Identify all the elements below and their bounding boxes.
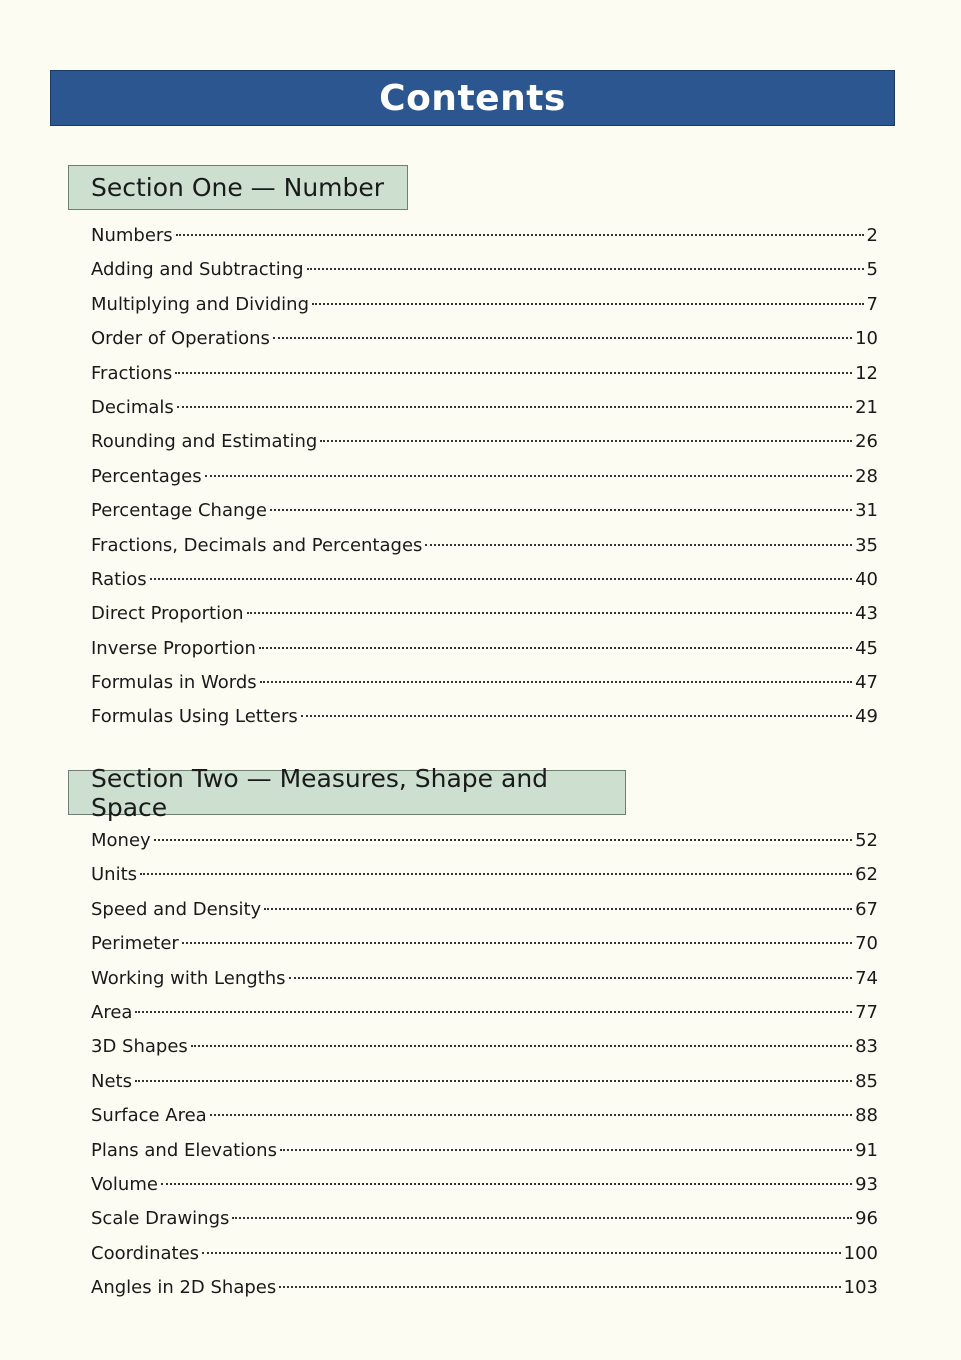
dot-leader bbox=[205, 475, 852, 477]
toc-entry-title: Multiplying and Dividing bbox=[91, 293, 309, 315]
toc-entry-page-number: 62 bbox=[855, 864, 878, 886]
toc-entry-title: Coordinates bbox=[91, 1242, 200, 1264]
dot-leader bbox=[270, 509, 852, 511]
dot-leader bbox=[280, 1149, 852, 1151]
dot-leader bbox=[135, 1080, 852, 1082]
toc-entry-page-number: 93 bbox=[855, 1173, 878, 1195]
toc-entry-title: Volume bbox=[91, 1173, 158, 1195]
toc-entry-title: Fractions, Decimals and Percentages bbox=[91, 534, 423, 556]
toc-entry[interactable] bbox=[91, 824, 878, 858]
toc-entry-title: Rounding and Estimating bbox=[91, 431, 318, 453]
toc-entry-page-number: 103 bbox=[843, 1277, 878, 1299]
dot-leader bbox=[264, 908, 852, 910]
toc-entry-page-number: 88 bbox=[855, 1105, 878, 1127]
toc-entry-title: Area bbox=[91, 1001, 133, 1023]
toc-entry-title: Scale Drawings bbox=[91, 1208, 230, 1230]
toc-entry[interactable] bbox=[91, 1271, 878, 1305]
toc-entry-page-number: 74 bbox=[855, 967, 878, 989]
dot-leader bbox=[210, 1114, 852, 1116]
toc-entry-title: Decimals bbox=[91, 396, 174, 418]
toc-entry-title: Formulas Using Letters bbox=[91, 706, 298, 728]
toc-entry-page-number: 83 bbox=[855, 1036, 878, 1058]
toc-entry[interactable] bbox=[91, 597, 878, 631]
toc-entry-page-number: 26 bbox=[855, 431, 878, 453]
toc-entry[interactable] bbox=[91, 253, 878, 287]
dot-leader bbox=[177, 406, 852, 408]
toc-entry-page-number: 45 bbox=[855, 637, 878, 659]
toc-entry-page-number: 52 bbox=[855, 830, 878, 851]
toc-entry-title: Order of Operations bbox=[91, 328, 270, 350]
toc-entry-title: Money bbox=[91, 830, 151, 851]
dot-leader bbox=[307, 268, 864, 270]
toc-entry-page-number: 31 bbox=[855, 500, 878, 522]
dot-leader bbox=[175, 372, 852, 374]
toc-entry[interactable] bbox=[91, 529, 878, 563]
toc-entry-title: Speed and Density bbox=[91, 898, 262, 920]
toc-entry-title: Percentages bbox=[91, 465, 202, 487]
toc-entry[interactable] bbox=[91, 425, 878, 459]
toc-entry-title: Percentage Change bbox=[91, 500, 267, 522]
section-heading-label: Section One — Number bbox=[91, 173, 385, 202]
toc-entry-title: Direct Proportion bbox=[91, 603, 244, 625]
toc-entry-title: Surface Area bbox=[91, 1105, 207, 1127]
toc-entry[interactable] bbox=[91, 1099, 878, 1133]
dot-leader bbox=[320, 440, 852, 442]
section-one-toc-list bbox=[91, 219, 878, 735]
dot-leader bbox=[289, 977, 853, 979]
toc-entry[interactable] bbox=[91, 632, 878, 666]
dot-leader bbox=[182, 942, 852, 944]
toc-entry[interactable] bbox=[91, 927, 878, 961]
toc-entry[interactable] bbox=[91, 1134, 878, 1168]
toc-entry[interactable] bbox=[91, 1065, 878, 1099]
dot-leader bbox=[202, 1252, 841, 1254]
dot-leader bbox=[247, 612, 853, 614]
toc-entry-page-number: 12 bbox=[855, 362, 878, 384]
toc-entry[interactable] bbox=[91, 893, 878, 927]
toc-entry-page-number: 2 bbox=[866, 225, 878, 246]
toc-entry[interactable] bbox=[91, 858, 878, 892]
toc-entry-page-number: 77 bbox=[855, 1001, 878, 1023]
dot-leader bbox=[135, 1011, 852, 1013]
toc-entry-title: Plans and Elevations bbox=[91, 1139, 277, 1161]
toc-entry-page-number: 47 bbox=[855, 672, 878, 694]
toc-entry[interactable] bbox=[91, 494, 878, 528]
toc-entry[interactable] bbox=[91, 322, 878, 356]
dot-leader bbox=[273, 337, 852, 339]
toc-entry[interactable] bbox=[91, 391, 878, 425]
toc-entry-title: Inverse Proportion bbox=[91, 637, 256, 659]
dot-leader bbox=[260, 681, 852, 683]
toc-entry[interactable] bbox=[91, 357, 878, 391]
section-heading-label: Section Two — Measures, Shape and Space bbox=[91, 763, 549, 822]
toc-entry-page-number: 21 bbox=[855, 396, 878, 418]
toc-entry[interactable] bbox=[91, 962, 878, 996]
toc-entry-page-number: 5 bbox=[866, 259, 878, 281]
dot-leader bbox=[301, 715, 852, 717]
toc-entry-page-number: 91 bbox=[855, 1139, 878, 1161]
section-heading-measures bbox=[68, 763, 626, 822]
toc-entry-page-number: 49 bbox=[855, 706, 878, 728]
toc-entry-title: Adding and Subtracting bbox=[91, 259, 304, 281]
toc-entry-page-number: 40 bbox=[855, 568, 878, 590]
toc-entry-page-number: 100 bbox=[843, 1242, 878, 1264]
toc-entry-title: Perimeter bbox=[91, 933, 179, 955]
toc-entry[interactable] bbox=[91, 700, 878, 734]
section-heading-number bbox=[68, 165, 408, 210]
toc-entry[interactable] bbox=[91, 996, 878, 1030]
dot-leader bbox=[161, 1183, 852, 1185]
toc-entry[interactable] bbox=[91, 1237, 878, 1271]
toc-entry-page-number: 96 bbox=[855, 1208, 878, 1230]
dot-leader bbox=[150, 578, 853, 580]
toc-entry[interactable] bbox=[91, 666, 878, 700]
toc-entry-title: Fractions bbox=[91, 362, 173, 384]
toc-entry-page-number: 70 bbox=[855, 933, 878, 955]
toc-entry-page-number: 7 bbox=[866, 293, 878, 315]
toc-entry-title: Units bbox=[91, 864, 138, 886]
toc-entry-page-number: 67 bbox=[855, 898, 878, 920]
dot-leader bbox=[191, 1045, 852, 1047]
dot-leader bbox=[279, 1286, 840, 1288]
toc-entry-page-number: 43 bbox=[855, 603, 878, 625]
toc-entry-page-number: 28 bbox=[855, 465, 878, 487]
contents-title-bar bbox=[50, 70, 895, 126]
dot-leader bbox=[259, 647, 852, 649]
toc-entry-title: 3D Shapes bbox=[91, 1036, 188, 1058]
toc-entry-page-number: 85 bbox=[855, 1070, 878, 1092]
dot-leader bbox=[154, 839, 852, 841]
dot-leader bbox=[232, 1217, 852, 1219]
toc-entry[interactable] bbox=[91, 460, 878, 494]
toc-entry[interactable] bbox=[91, 219, 878, 253]
toc-entry[interactable] bbox=[91, 1202, 878, 1236]
toc-entry-title: Nets bbox=[91, 1070, 132, 1092]
dot-leader bbox=[140, 873, 852, 875]
toc-entry-title: Working with Lengths bbox=[91, 967, 286, 989]
dot-leader bbox=[425, 544, 852, 546]
toc-entry-title: Numbers bbox=[91, 225, 173, 246]
toc-entry-title: Formulas in Words bbox=[91, 672, 257, 694]
toc-entry-title: Angles in 2D Shapes bbox=[91, 1277, 277, 1299]
toc-entry-page-number: 10 bbox=[855, 328, 878, 350]
toc-entry[interactable] bbox=[91, 1030, 878, 1064]
page-title: Contents bbox=[379, 77, 566, 119]
toc-entry[interactable] bbox=[91, 563, 878, 597]
dot-leader bbox=[312, 303, 864, 305]
section-two-toc-list bbox=[91, 824, 878, 1305]
toc-entry-title: Ratios bbox=[91, 568, 147, 590]
toc-entry[interactable] bbox=[91, 1168, 878, 1202]
toc-entry-page-number: 35 bbox=[855, 534, 878, 556]
dot-leader bbox=[176, 234, 864, 236]
toc-entry[interactable] bbox=[91, 288, 878, 322]
